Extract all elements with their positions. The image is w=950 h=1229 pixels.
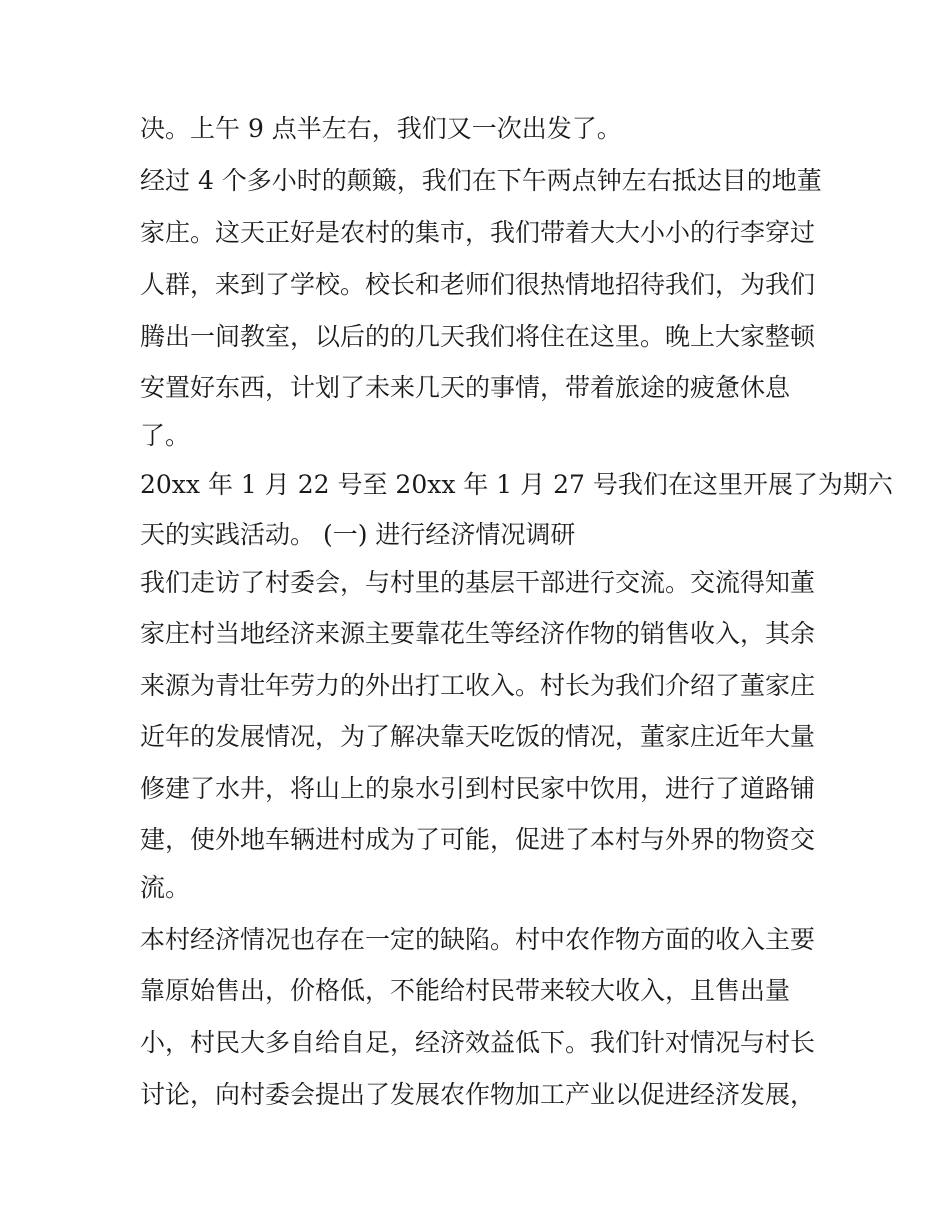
text-line: 家庄村当地经济来源主要靠花生等经济作物的销售收入，其余 xyxy=(140,619,816,648)
text-line: 建，使外地车辆进村成为了可能，促进了本村与外界的物资交 xyxy=(140,825,816,854)
text-line: 我们走访了村委会，与村里的基层干部进行交流。交流得知董 xyxy=(140,568,816,597)
text-line: 了。 xyxy=(140,421,191,450)
text-line: 流。 xyxy=(140,873,191,902)
text-line: 决。上午 9 点半左右，我们又一次出发了。 xyxy=(140,114,622,143)
text-line: 20xx 年 1 月 22 号至 20xx 年 1 月 27 号我们在这里开展了为期六 xyxy=(140,470,893,499)
text-line: 家庄。这天正好是农村的集市，我们带着大大小小的行李穿过 xyxy=(140,218,816,247)
text-line: 经过 4 个多小时的颠簸，我们在下午两点钟左右抵达目的地董 xyxy=(140,166,822,195)
text-line: 天的实践活动。 (一) 进行经济情况调研 xyxy=(140,520,576,549)
text-line: 修建了水井，将山上的泉水引到村民家中饮用，进行了道路铺 xyxy=(140,774,816,803)
text-line: 本村经济情况也存在一定的缺陷。村中农作物方面的收入主要 xyxy=(140,925,816,954)
text-line: 靠原始售出，价格低，不能给村民带来较大收入，且售出量 xyxy=(140,976,791,1005)
text-line: 近年的发展情况，为了解决靠天吃饭的情况，董家庄近年大量 xyxy=(140,722,816,751)
text-line: 安置好东西，计划了未来几天的事情，带着旅途的疲惫休息 xyxy=(140,373,791,402)
text-line: 腾出一间教室，以后的的几天我们将住在这里。晚上大家整顿 xyxy=(140,322,816,351)
text-line: 小，村民大多自给自足，经济效益低下。我们针对情况与村长 xyxy=(140,1028,816,1057)
text-line: 人群，来到了学校。校长和老师们很热情地招待我们，为我们 xyxy=(140,270,816,299)
text-line: 讨论，向村委会提出了发展农作物加工产业以促进经济发展， xyxy=(140,1080,816,1109)
text-line: 来源为青壮年劳力的外出打工收入。村长为我们介绍了董家庄 xyxy=(140,671,816,700)
